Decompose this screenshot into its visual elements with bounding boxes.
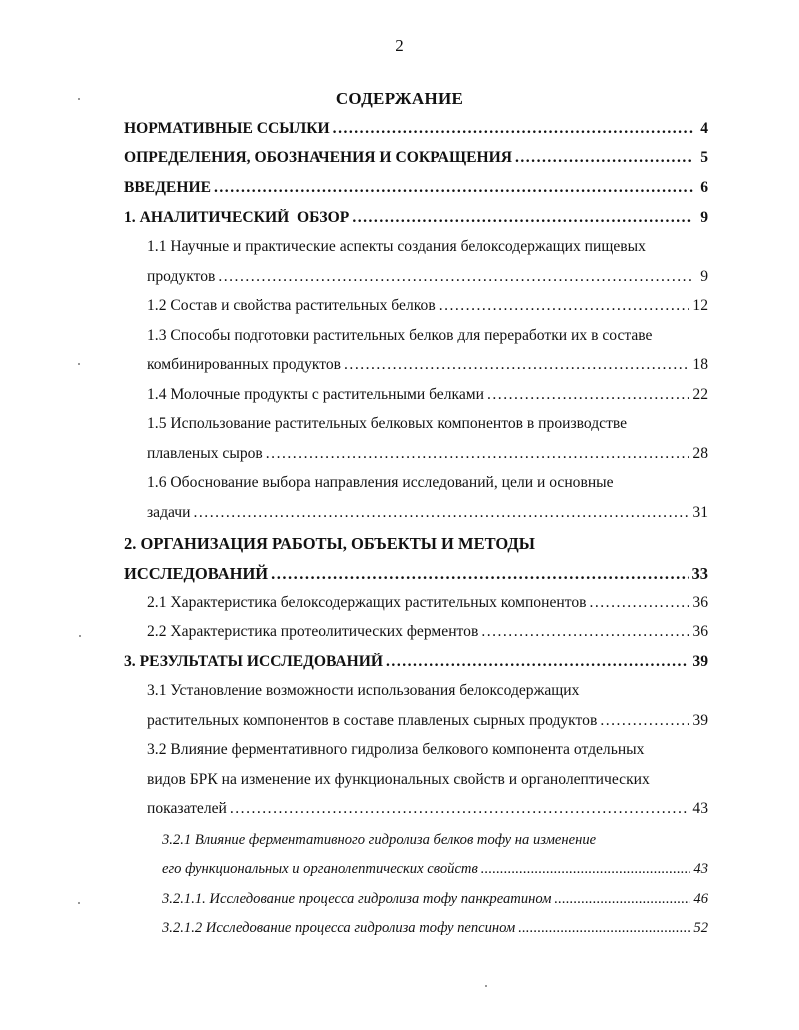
toc-entry-chapter-3[interactable] bbox=[124, 653, 708, 671]
toc-entry-title: 3.2.1.1. Исследование процесса гидролиза тофу панкреатином bbox=[162, 891, 552, 907]
toc-leader-dots bbox=[600, 712, 689, 730]
toc-entry-3-2-line1: 3.2 Влияние ферментативного гидролиза белкового компонента отдельных bbox=[147, 741, 645, 758]
toc-entry-1-4[interactable] bbox=[147, 386, 708, 404]
toc-entry-title: 1. АНАЛИТИЧЕСКИЙ ОБЗОР bbox=[124, 209, 350, 226]
toc-entry-chapter-2-line1: 2. ОРГАНИЗАЦИЯ РАБОТЫ, ОБЪЕКТЫ И МЕТОДЫ bbox=[124, 534, 535, 553]
toc-entry-title: ИССЛЕДОВАНИЙ bbox=[124, 564, 269, 583]
toc-entry-title: 3.2.1.2 Исследование процесса гидролиза тофу пепсином bbox=[162, 920, 516, 936]
toc-entry-1-2[interactable] bbox=[147, 297, 708, 315]
toc-entry-1-6[interactable] bbox=[147, 504, 708, 522]
toc-entry-title: ВВЕДЕНИЕ bbox=[124, 179, 211, 196]
toc-entry-page: 39 bbox=[692, 712, 708, 729]
toc-entry-page: 4 bbox=[700, 120, 708, 137]
toc-entry-page: 31 bbox=[692, 504, 708, 521]
toc-entry-page: 36 bbox=[692, 594, 708, 611]
toc-leader-dots bbox=[554, 891, 690, 908]
toc-entry-3-2-1[interactable] bbox=[162, 861, 708, 878]
toc-entry-1-3-line1: 1.3 Способы подготовки растительных белков для переработки их в составе bbox=[147, 327, 653, 344]
toc-entry-1-5[interactable] bbox=[147, 445, 708, 463]
toc-entry-title: плавленых сыров bbox=[147, 445, 263, 462]
toc-entry-title: его функциональных и органолептических свойств bbox=[162, 861, 478, 877]
toc-entry-title: 1.4 Молочные продукты с растительными белками bbox=[147, 386, 484, 403]
toc-entry-title: растительных компонентов в составе плавленых сырных продуктов bbox=[147, 712, 598, 729]
toc-leader-dots bbox=[266, 445, 690, 463]
toc-entry-page: 6 bbox=[700, 179, 708, 196]
toc-entry-page: 39 bbox=[692, 653, 708, 670]
toc-leader-dots bbox=[518, 920, 690, 937]
toc-leader-dots bbox=[214, 179, 693, 197]
toc-entry-title: ОПРЕДЕЛЕНИЯ, ОБОЗНАЧЕНИЯ И СОКРАЩЕНИЯ bbox=[124, 149, 512, 166]
toc-entry-title: 2.1 Характеристика белоксодержащих растительных компонентов bbox=[147, 594, 587, 611]
toc-leader-dots bbox=[230, 800, 690, 818]
toc-leader-dots bbox=[487, 386, 689, 404]
toc-entry-title: 2.2 Характеристика протеолитических ферментов bbox=[147, 623, 479, 640]
toc-entry-page: 28 bbox=[692, 445, 708, 462]
toc-entry-3-2[interactable] bbox=[147, 800, 708, 818]
toc-entry-page: 36 bbox=[692, 623, 708, 640]
toc-entry-3-1[interactable] bbox=[147, 712, 708, 730]
toc-entry-page: 43 bbox=[693, 861, 708, 877]
toc-entry-1-1-line1: 1.1 Научные и практические аспекты создания белоксодержащих пищевых bbox=[147, 238, 646, 255]
toc-entry-title: показателей bbox=[147, 800, 227, 817]
toc-entry-page: 12 bbox=[692, 297, 708, 314]
toc-entry-page: 43 bbox=[692, 800, 708, 817]
toc-entry-title: продуктов bbox=[147, 268, 216, 285]
toc-entry-1-3[interactable] bbox=[147, 356, 708, 374]
toc-entry-normative-references[interactable] bbox=[124, 120, 708, 138]
toc-entry-title: комбинированных продуктов bbox=[147, 356, 342, 373]
toc-entry-definitions[interactable] bbox=[124, 149, 708, 167]
toc-entry-page: 18 bbox=[692, 356, 708, 373]
toc-entry-3-1-line1: 3.1 Установление возможности использования белоксодержащих bbox=[147, 682, 580, 699]
scan-speck bbox=[78, 902, 80, 904]
toc-entry-3-2-1-line1: 3.2.1 Влияние ферментативного гидролиза белков тофу на изменение bbox=[162, 832, 597, 848]
toc-entry-page: 46 bbox=[693, 891, 708, 907]
toc-leader-dots bbox=[352, 209, 693, 227]
toc-entry-title: НОРМАТИВНЫЕ ССЫЛКИ bbox=[124, 120, 330, 137]
toc-entry-3-2-line2: видов БРК на изменение их функциональных свойств и органолептических bbox=[147, 771, 650, 788]
toc-entry-page: 5 bbox=[700, 149, 708, 166]
toc-entry-page: 52 bbox=[693, 920, 708, 936]
toc-leader-dots bbox=[439, 297, 690, 315]
toc-leader-dots bbox=[589, 594, 689, 612]
toc-entry-title: 1.2 Состав и свойства растительных белков bbox=[147, 297, 436, 314]
toc-leader-dots bbox=[194, 504, 690, 522]
toc-entry-page: 9 bbox=[700, 268, 708, 285]
toc-entry-page: 9 bbox=[700, 209, 708, 226]
scan-speck bbox=[79, 635, 81, 637]
toc-entry-3-2-1-2[interactable] bbox=[162, 920, 708, 937]
toc-leader-dots bbox=[333, 120, 693, 138]
toc-entry-3-2-1-1[interactable] bbox=[162, 891, 708, 908]
scan-speck bbox=[485, 985, 487, 987]
toc-leader-dots bbox=[481, 861, 691, 878]
toc-leader-dots bbox=[271, 564, 688, 584]
toc-entry-2-2[interactable] bbox=[147, 623, 708, 641]
toc-entry-1-6-line1: 1.6 Обоснование выбора направления исследований, цели и основные bbox=[147, 474, 614, 491]
toc-entry-page: 22 bbox=[692, 386, 708, 403]
toc-leader-dots bbox=[218, 268, 693, 286]
toc-entry-title: задачи bbox=[147, 504, 191, 521]
toc-entry-title: 3. РЕЗУЛЬТАТЫ ИССЛЕДОВАНИЙ bbox=[124, 653, 384, 670]
scan-speck bbox=[78, 363, 80, 365]
toc-leader-dots bbox=[344, 356, 689, 374]
toc-heading: СОДЕРЖАНИЕ bbox=[335, 89, 464, 108]
toc-leader-dots bbox=[386, 653, 689, 671]
toc-entry-chapter-1[interactable] bbox=[124, 209, 708, 227]
scan-speck bbox=[78, 98, 80, 100]
toc-entry-chapter-2[interactable] bbox=[124, 564, 708, 584]
toc-entry-page: 33 bbox=[691, 564, 708, 583]
toc-entry-1-5-line1: 1.5 Использование растительных белковых компонентов в производстве bbox=[147, 415, 628, 432]
toc-entry-1-1[interactable] bbox=[147, 268, 708, 286]
toc-entry-introduction[interactable] bbox=[124, 179, 708, 197]
toc-leader-dots bbox=[481, 623, 689, 641]
toc-entry-2-1[interactable] bbox=[147, 594, 708, 612]
toc-leader-dots bbox=[515, 149, 693, 167]
page-number: 2 bbox=[395, 36, 404, 55]
